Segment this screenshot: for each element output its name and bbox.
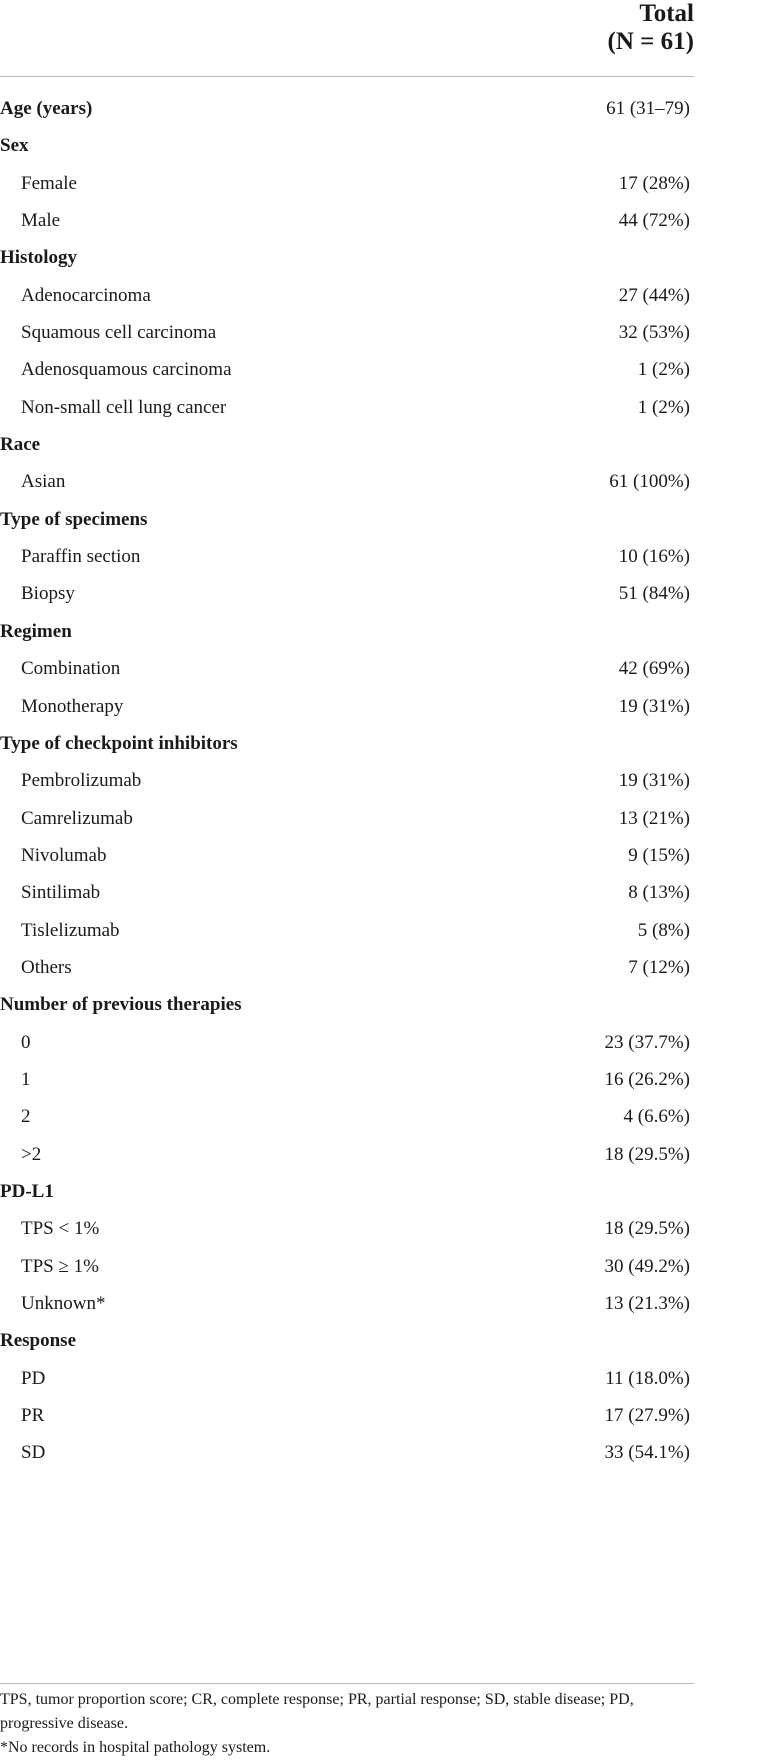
row-value: 13 (21%) <box>618 807 690 829</box>
row-value: 13 (21.3%) <box>604 1293 690 1314</box>
section-label: Number of previous therapies <box>0 994 242 1016</box>
table-bottom-rule <box>0 1683 694 1684</box>
row-label: Non-small cell lung cancer <box>21 396 227 418</box>
table-row <box>0 165 694 202</box>
row-value: 33 (54.1%) <box>604 1442 690 1464</box>
table-row <box>0 1098 694 1135</box>
row-label: Biopsy <box>21 583 75 605</box>
table-row <box>0 1136 694 1173</box>
footnote-asterisk: *No records in hospital pathology system. <box>0 1739 271 1756</box>
section-label: Type of specimens <box>0 508 148 530</box>
row-label: TPS < 1% <box>21 1218 100 1240</box>
row-value: 23 (37.7%) <box>604 1031 690 1053</box>
row-value: 5 (8%) <box>637 919 690 941</box>
row-value: 19 (31%) <box>618 695 690 717</box>
row-value: 18 (29.5%) <box>604 1143 690 1165</box>
section-label: Sex <box>0 135 29 157</box>
table-row <box>0 1248 694 1285</box>
table-row <box>0 575 694 612</box>
table-row <box>0 1360 694 1397</box>
table-row <box>0 800 694 837</box>
section-row <box>0 1173 694 1210</box>
row-label: SD <box>21 1442 46 1464</box>
row-value: 32 (53%) <box>618 322 690 344</box>
row-label: Sintilimab <box>21 882 101 904</box>
row-label: TPS ≥ 1% <box>21 1255 99 1277</box>
row-label: Adenosquamous carcinoma <box>21 359 232 381</box>
section-label: PD-L1 <box>0 1180 54 1202</box>
table-row <box>0 277 694 314</box>
row-label: >2 <box>21 1143 42 1165</box>
table-row <box>0 762 694 799</box>
row-label: Squamous cell carcinoma <box>21 322 217 344</box>
table-row <box>0 1210 694 1247</box>
row-label: Combination <box>21 658 121 680</box>
row-value: 30 (49.2%) <box>604 1255 690 1277</box>
column-header-total <box>608 0 694 56</box>
table-row <box>0 650 694 687</box>
section-row <box>0 426 694 463</box>
row-value: 51 (84%) <box>618 583 690 605</box>
row-value: 8 (13%) <box>628 882 690 904</box>
footnote-abbreviations: TPS, tumor proportion score; CR, complete response; PR, partial response; SD, stable disease; PD, progressive disease. <box>0 1691 634 1732</box>
row-value: 44 (72%) <box>618 210 690 232</box>
section-label: Type of checkpoint inhibitors <box>0 732 238 754</box>
row-label: Pembrolizumab <box>21 770 142 792</box>
section-row <box>0 239 694 276</box>
section-label: Response <box>0 1330 77 1352</box>
table-row <box>0 874 694 911</box>
row-label: 0 <box>21 1031 31 1053</box>
row-value: 9 (15%) <box>628 844 690 866</box>
table-row <box>0 538 694 575</box>
row-label: PR <box>21 1405 45 1427</box>
section-label: Regimen <box>0 620 72 642</box>
row-value: 11 (18.0%) <box>605 1367 690 1389</box>
row-label: Asian <box>21 471 66 493</box>
table-row <box>0 949 694 986</box>
row-label: Camrelizumab <box>21 807 133 829</box>
section-label: Histology <box>0 247 78 269</box>
row-label: 2 <box>21 1106 31 1128</box>
section-row <box>0 613 694 650</box>
section-label: Age (years) <box>0 98 93 119</box>
table-row <box>0 688 694 725</box>
row-value: 7 (12%) <box>628 956 690 978</box>
row-value: 42 (69%) <box>618 658 690 680</box>
table-header <box>0 0 694 77</box>
row-label: Male <box>21 210 61 232</box>
table-row <box>0 912 694 949</box>
row-label: PD <box>21 1367 46 1389</box>
section-row <box>0 127 694 164</box>
row-label: Tislelizumab <box>21 919 120 941</box>
section-label: Race <box>0 434 41 456</box>
row-label: Paraffin section <box>21 546 141 568</box>
row-value: 18 (29.5%) <box>604 1218 690 1240</box>
row-value: 1 (2%) <box>637 359 690 381</box>
row-label: Adenocarcinoma <box>21 284 151 306</box>
table-row <box>0 1434 694 1471</box>
table-row <box>0 1397 694 1434</box>
row-value: 1 (2%) <box>637 396 690 418</box>
section-row <box>0 1322 694 1359</box>
row-value: 61 (100%) <box>609 471 690 493</box>
row-value: 4 (6.6%) <box>623 1106 690 1128</box>
row-value: 17 (28%) <box>618 172 690 194</box>
row-label: Female <box>21 172 77 194</box>
row-label: Monotherapy <box>21 695 124 717</box>
row-value: 17 (27.9%) <box>604 1405 690 1427</box>
section-row <box>0 725 694 762</box>
row-label: 1 <box>21 1068 31 1090</box>
header-n-label: (N = 61) <box>607 28 694 55</box>
table-row <box>0 389 694 426</box>
section-row <box>0 501 694 538</box>
row-value: 10 (16%) <box>618 546 690 568</box>
table-row <box>0 314 694 351</box>
table-row <box>0 1024 694 1061</box>
row-value: 61 (31–79) <box>606 98 690 119</box>
table-body <box>0 90 694 1472</box>
section-row <box>0 986 694 1023</box>
table-row <box>0 463 694 500</box>
row-label: Unknown* <box>21 1293 106 1314</box>
row-label: Nivolumab <box>21 844 107 866</box>
table-row <box>0 1285 694 1322</box>
row-label: Others <box>21 956 72 978</box>
table-row <box>0 202 694 239</box>
section-row <box>0 90 694 127</box>
table-row <box>0 1061 694 1098</box>
table-row <box>0 351 694 388</box>
table-row <box>0 837 694 874</box>
row-value: 19 (31%) <box>618 770 690 792</box>
row-value: 27 (44%) <box>618 284 690 306</box>
row-value: 16 (26.2%) <box>604 1068 690 1090</box>
header-total-label: Total <box>639 0 694 27</box>
